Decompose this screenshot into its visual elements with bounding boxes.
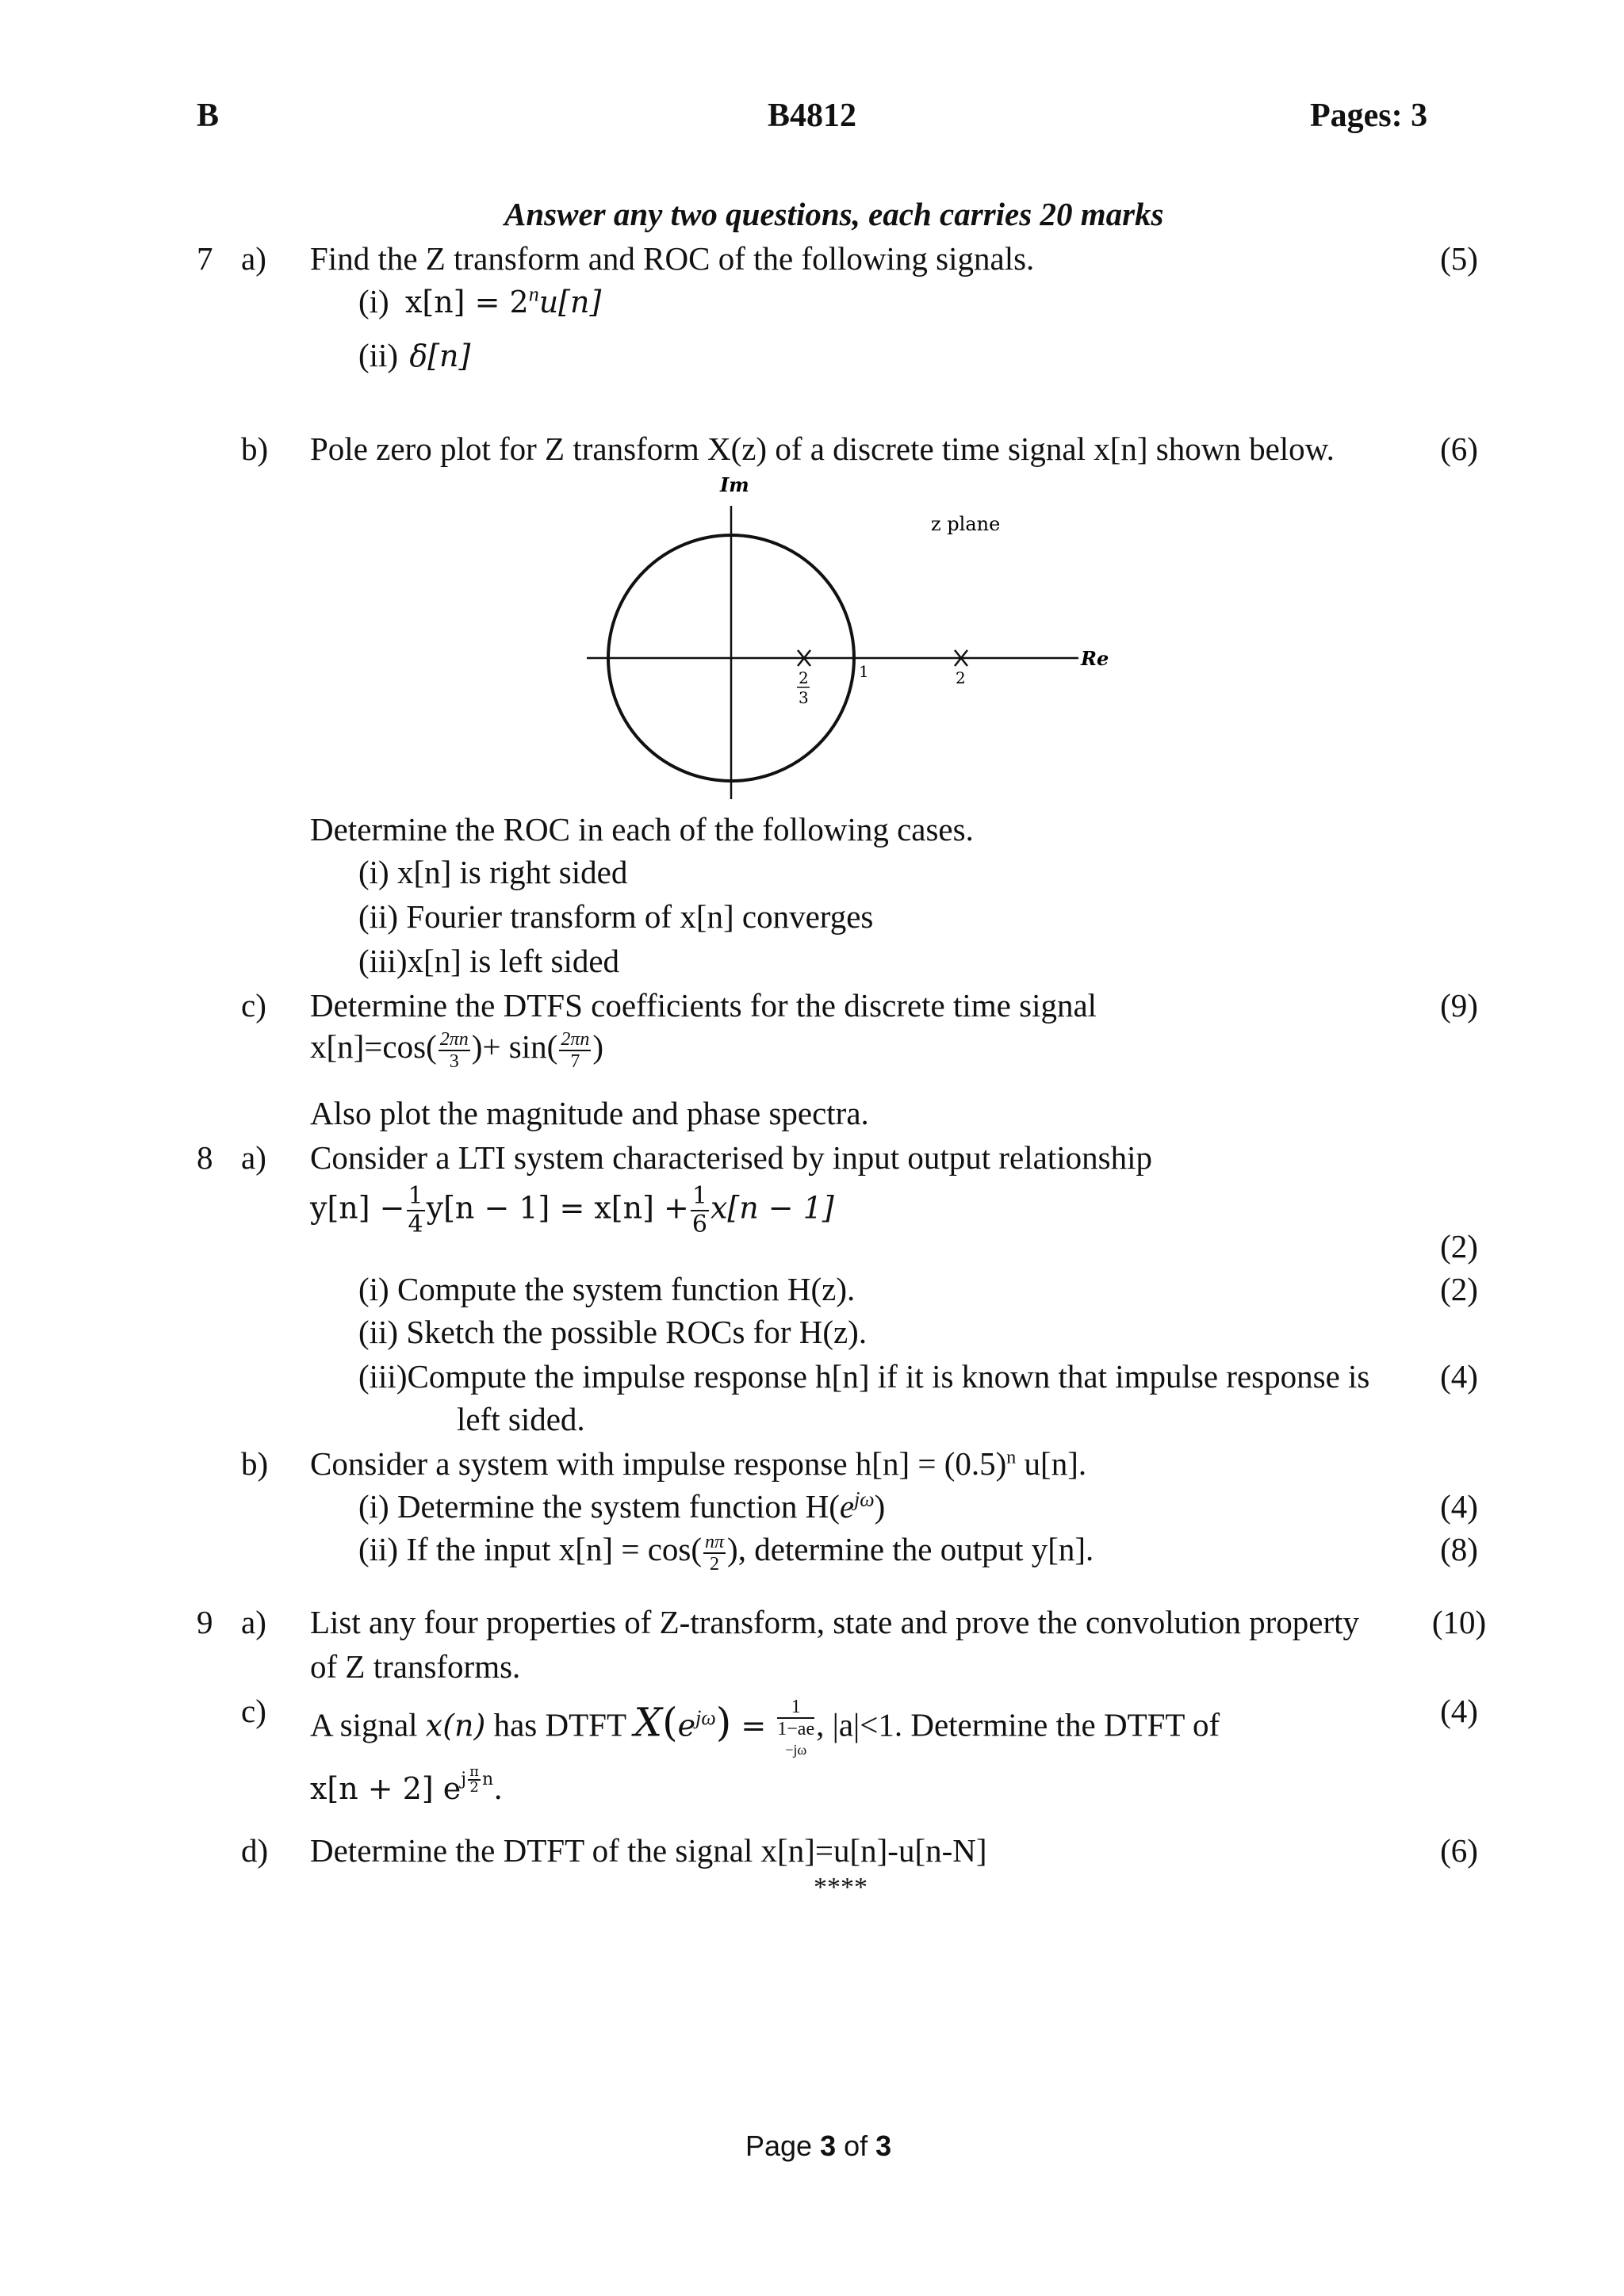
q8b-i-sup: jω — [854, 1487, 875, 1511]
q8b-i-text: (i) Determine the system function H( — [358, 1488, 840, 1525]
question-number-9: 9 — [197, 1604, 213, 1640]
q8b-ii — [358, 1530, 1094, 1575]
q8a-ii: (ii) Sketch the possible ROCs for H(z). — [358, 1314, 868, 1350]
q8a-eq-marks: (2) — [1440, 1228, 1478, 1265]
q8a-label: a) — [241, 1139, 266, 1176]
q7a-i-tail: u[n] — [538, 285, 602, 320]
question-number-7: 7 — [197, 240, 213, 277]
numerator: π — [469, 1763, 479, 1780]
q8a-eq-rhs: x[n − 1] — [710, 1190, 834, 1226]
numerator: 1 — [408, 1182, 423, 1210]
fraction — [777, 1697, 814, 1760]
q8a-iii-continued: left sided. — [457, 1401, 585, 1437]
q7b-ii: (ii) Fourier transform of x[n] converges — [358, 898, 874, 935]
denominator: 6 — [691, 1211, 707, 1238]
question-number-8: 8 — [197, 1139, 213, 1176]
footer-total-pages: 3 — [875, 2130, 892, 2162]
denominator: 2 — [710, 1553, 720, 1575]
footer-of: of — [836, 2130, 876, 2162]
q7a-i — [358, 282, 601, 320]
q8b-i-close: ) — [874, 1488, 886, 1525]
exp-n: n — [481, 1770, 494, 1789]
q9c-signal: x(n) — [425, 1708, 486, 1743]
denominator: 7 — [570, 1050, 580, 1072]
fraction — [439, 1029, 470, 1072]
q9d-label: d) — [241, 1832, 269, 1869]
q7c-line2: Also plot the magnitude and phase spectra. — [310, 1095, 869, 1131]
exp-j: j — [461, 1770, 467, 1789]
q8b-text — [310, 1445, 1086, 1483]
q9c-e: e — [677, 1708, 696, 1743]
q7a-marks: (5) — [1440, 240, 1478, 277]
q7b-marks: (6) — [1440, 430, 1478, 467]
pole2-label: 2 — [956, 668, 966, 687]
numerator: 1 — [777, 1697, 814, 1719]
q9c-text-a: A signal — [310, 1706, 426, 1743]
q7c-eq-close: ) — [592, 1028, 603, 1065]
q9a-label: a) — [241, 1604, 266, 1640]
q9c-marks: (4) — [1440, 1693, 1478, 1729]
q7b-text: Pole zero plot for Z transform X(z) of a discrete time signal x[n] shown below. — [310, 430, 1335, 467]
q7b-label: b) — [241, 430, 269, 467]
q8b-text-main: Consider a system with impulse response h[n] = (0.5) — [310, 1445, 1007, 1482]
q7a-label: a) — [241, 240, 266, 277]
q8b-ii-tail: ), determine the output y[n]. — [727, 1531, 1094, 1567]
q9c-equals: = — [731, 1708, 776, 1743]
denominator: 4 — [408, 1211, 423, 1238]
q9c-text-b: has DTFT — [485, 1706, 634, 1743]
footer-current-page: 3 — [820, 2130, 837, 2162]
q8b-label: b) — [241, 1445, 269, 1482]
exponent — [461, 1763, 494, 1796]
unit-marker-label: 1 — [859, 662, 869, 681]
denominator-sup: −jω — [785, 1742, 807, 1758]
z-plane-label: z plane — [931, 513, 1001, 535]
q8a-equation — [310, 1183, 834, 1238]
q9c-line2 — [310, 1765, 503, 1806]
q8b-ii-text: (ii) If the input x[n] = cos( — [358, 1531, 703, 1567]
q9c-text-c: , |a|<1. Determine the DTFT of — [816, 1706, 1220, 1743]
numerator: 2πn — [439, 1028, 469, 1050]
footer-page-word: Page — [745, 2130, 821, 2162]
numerator: 2πn — [561, 1028, 590, 1050]
q7c-marks: (9) — [1440, 987, 1478, 1024]
q9a-text-2: of Z transforms. — [310, 1648, 521, 1685]
q8a-iii: (iii)Compute the impulse response h[n] if it is known that impulse response is — [358, 1358, 1370, 1395]
im-label: Im — [720, 473, 749, 496]
fraction — [703, 1532, 726, 1575]
q7c-label: c) — [241, 987, 266, 1024]
q7a-i-math: x[n] = 2 — [404, 285, 529, 320]
re-label: Re — [1081, 647, 1109, 670]
end-marker: **** — [814, 1873, 868, 1902]
q7b-iii: (iii)x[n] is left sided — [358, 943, 620, 979]
q8b-ii-marks: (8) — [1440, 1531, 1478, 1567]
q9a-text: List any four properties of Z-transform, state and prove the convolution property — [310, 1604, 1360, 1640]
pole1-denominator: 3 — [799, 688, 809, 707]
q8b-i — [358, 1487, 885, 1525]
q9c-dtft-symbol: X — [634, 1699, 663, 1746]
q9c-text: A signal x(n) has DTFT $X(e^{j\omega})$ = 1 1−ae −jω , |a|<1. Determine the DTFT of — [310, 1697, 1220, 1760]
q8b-i-e: e — [839, 1488, 855, 1525]
q8a-i: (i) Compute the system function H(z). — [358, 1271, 856, 1307]
numerator: nπ — [705, 1531, 725, 1552]
q7b-prompt: Determine the ROC in each of the following cases. — [310, 811, 974, 848]
q7a-ii-prefix: (ii) — [358, 337, 399, 373]
q7a-ii — [358, 336, 470, 374]
q8b-superscript: n — [1006, 1447, 1017, 1468]
fraction — [559, 1029, 591, 1072]
denominator: 3 — [449, 1050, 459, 1072]
q7c-equation — [310, 1027, 603, 1072]
pole-zero-plot — [555, 468, 1126, 809]
q8b-text-tail: u[n]. — [1016, 1445, 1087, 1482]
q8a-iii-marks: (4) — [1440, 1358, 1478, 1395]
q7a-text: Find the Z transform and ROC of the following signals. — [310, 240, 1035, 277]
numerator: 1 — [691, 1182, 707, 1210]
q7a-i-prefix: (i) — [358, 283, 389, 320]
q7c-eq-cos: x[n]=cos( — [310, 1028, 437, 1065]
fraction — [407, 1183, 425, 1238]
q8a-i-marks: (2) — [1440, 1271, 1478, 1307]
q7a-ii-math: δ[n] — [409, 339, 471, 373]
fraction — [691, 1183, 709, 1238]
q7c-text: Determine the DTFS coefficients for the discrete time signal — [310, 987, 1097, 1024]
denominator: 2 — [469, 1779, 479, 1796]
q9d-text: Determine the DTFT of the signal x[n]=u[n]-u[n-N] — [310, 1832, 987, 1869]
q9c-e-sup: jω — [695, 1705, 716, 1729]
q9a-marks: (10) — [1431, 1604, 1487, 1640]
header-code: B4812 — [768, 98, 857, 134]
header-pages: Pages: 3 — [1310, 98, 1428, 134]
fraction — [468, 1765, 481, 1795]
pole1-numerator: 2 — [799, 668, 809, 687]
q7c-eq-sin: )+ sin( — [471, 1028, 558, 1065]
q8a-text: Consider a LTI system characterised by input output relationship — [310, 1139, 1152, 1176]
q8a-eq-mid: y[n − 1] = x[n] + — [426, 1190, 689, 1226]
q9c-l2-main: x[n + 2] e — [310, 1771, 462, 1806]
q7a-i-sup: n — [528, 282, 539, 306]
q7b-i: (i) x[n] is right sided — [358, 854, 628, 890]
header-left: B — [197, 98, 220, 134]
q8a-eq-lhs: y[n] − — [310, 1190, 405, 1226]
instruction: Answer any two questions, each carries 20 marks — [504, 196, 1164, 232]
q9c-label: c) — [241, 1693, 266, 1729]
q9d-marks: (6) — [1440, 1832, 1478, 1869]
page-footer — [745, 2130, 891, 2163]
q9c-l2-end: . — [493, 1771, 504, 1806]
q8b-i-marks: (4) — [1440, 1488, 1478, 1525]
denominator: 1−ae — [777, 1719, 815, 1739]
